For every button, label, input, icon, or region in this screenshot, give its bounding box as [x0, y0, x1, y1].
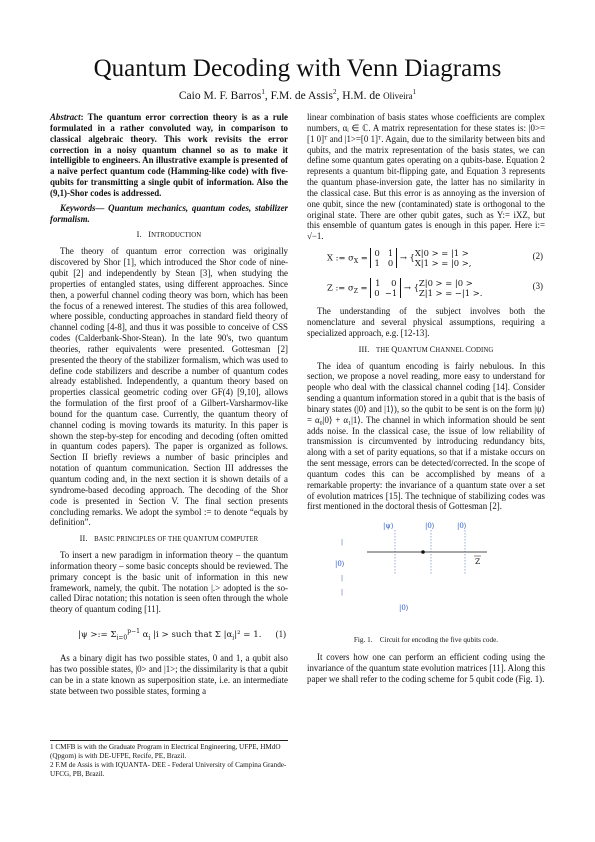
figure-1-caption: Fig. 1. Circuit for encoding the five qubits code. [353, 636, 499, 645]
author-3: H.M. de [342, 89, 384, 102]
footnote-1: 1 CMFB is with the Graduate Program in Electrical Engineering, UFPE, HMdO (Qpgom) is with DE-UFPE, Recife, PE, Brazil. [50, 743, 281, 760]
right-column [307, 112, 545, 685]
gate-label: Z [475, 557, 481, 567]
section-2-paragraph-2: As a binary digit has two possible states, 0 and 1, a qubit also has two possible states, |0> and |1>; the dissimilarity is that a qubit can be in a state known as superposition state, i.e. an intermediate state between two possible states, forming a [50, 653, 288, 696]
author-2: F.M. de Assis [270, 89, 333, 102]
equation-2: X := $\sigma_X = 0$ 1 1 0 → {X|0 > = |1 > X|1 > = |0 >, (2) [327, 248, 543, 269]
circuit-label-3: |0⟩ [457, 522, 467, 531]
keywords: Keywords— Quantum mechanics, quantum codes, stabilizer formalism. [50, 202, 288, 224]
section-3-paragraph: The idea of quantum encoding is fairly nebulous. In this section, we propose a novel reading, more easy to understand for people who deal with the classical channel coding [14]. Consider sending a quantum information stored in a qubit that is the basis of binary states (|0⟩ and |1⟩), so the qubit to be sent is on the form |ψ⟩ = α₀|0⟩ + α₁|1⟩. The channel in which information should be sent adds noise. In the classical case, the issue of low reliability of transmission is circumvented by introducing redundancy bits, along with a set of parity equations, so that if a mistake occurs on the sent message, errors can be detected/corrected. In the scope of quantum codes this can be accomplished by means of a remarkable property: the invariance of a quantum state over a set of evolution matrices [15]. The technique of stabilizing codes was first mentioned in the doctoral thesis of Gottesman [2]. [307, 360, 545, 512]
section-3-heading: III. THE QUANTUM CHANNEL CODING [358, 344, 494, 354]
left-column [50, 112, 288, 697]
right-paragraph-2: The understanding of the subject involves both the nomenclature and several physical assumptions, requiring a specialized approach, e.g. [12-13]. [307, 306, 545, 338]
intro-paragraph: The theory of quantum error correction was originally discovered by Shor [1], which introduced the Shor code of nine-qubit [2] and independently by Stean [3], when studying the properties of entangled states, using different approaches. Since then, a powerful channel coding theory was born, which has been the focus of a renewed interest. The studies of this area followed, where possible, conducting approaches in standard field theory of channel coding [4-8], and thus it was possible to conceive of CSS codes (Calderbank-Shor-Stean). In the late 90's, two quantum theories, rather equivalents were presented. Gottesman [2] presented the theory of the stabilizer formalism, which was used to define code stabilizers and describe a number of quantum codes already established. Independently, a quantum theory based on properties classical geometric coding over GF(4) [9,10], allows the formulation of the first proof of a Gilbert-Varsharmov-like bound for the quantum case. Currently, the quantum theory of channel coding is moving towards its maturity. In this paper is shown the step-by-step for encoding and decoding (often omitted in quantum codes papers). The paper is organized as follows. Section II briefly reviews a number of basic principles and notation of quantum communication. Section III addresses the quantum coding and, in the next section it is shown details of a syndrome-based decoding approach. The decoding of the Shor code is presented in Section V. The final section presents concluding remarks. We adopt the symbol := to denote “equals by definition”. [50, 246, 288, 528]
wire-marker-3: | [341, 589, 344, 597]
equation-1: |ψ >:= $\Sigma_{i=0}^{p-1}$ $\alpha_i$ |i > such that Σ $|\alpha_i|^2 = 1$. (1) [78, 628, 286, 642]
author-line: Caio M. F. Barros$^1$, F.M. de Assis$^2$, H.M. de Oliveira$^1$ [178, 88, 417, 102]
circuit-label-5: |0⟩ [399, 604, 409, 613]
right-paragraph-3: It covers how one can perform an efficient coding using the invariance of the quantum state evolution matrices [11]. Along this paper we shall refer to the coding scheme for 5 qubit code (Fig. 1). [307, 652, 545, 684]
section-2-paragraph: To insert a new paradigm in information theory – the quantum information theory – some basic concepts should be reviewed. The primary concept is the basic unit of information in this new framework, namely, the qubit. The notation |.> adopted is the so-called Dirac notation; this notation is seen often through the whole theory of quantum coding [11]. [50, 550, 288, 615]
author-1: Caio M. F. Barros [178, 89, 262, 102]
wire-marker-1: | [341, 539, 344, 547]
equation-3: Z := $\sigma_Z = 1$ 0 0 −1 → {Z|0 > = |0 > Z|1 > = −|1 >. (3) [327, 278, 543, 299]
section-1-heading: I. INTRODUCTION [136, 230, 202, 240]
circuit-label-2: |0⟩ [425, 522, 435, 531]
control-dot [421, 551, 425, 555]
paper-title: Quantum Decoding with Venn Diagrams [93, 55, 502, 82]
wire-marker-2: | [341, 575, 344, 583]
circuit-label-1: |ψ⟩ [383, 522, 394, 531]
footnotes [50, 740, 288, 779]
abstract: Abstract: The quantum error correction theory is as a rule formulated in a rather convoluted way, in comparison to classical algebraic theory. This work revisits the error correction in a noisy quantum channel so as to make it intelligible to engineers. An illustrative example is presented of a naïve perfect quantum code (Hamming-like code) with five-qubits for transmitting a single qubit of information. Also the (9,1)-Shor codes is addressed. [50, 112, 288, 198]
right-paragraph-1: linear combination of basis states whose coefficients are complex numbers, αᵢ ∈ ℂ. A matrix representation for these states is: |0>=[1 0]ᵀ and |1>=[0 1]ᵀ. Again, due to the similarity between bits and qubits, and the matrix representation of the basis states, we can define some quantum gates operating on a qubits-base. Equation 2 represents a quantum bit-flipping gate, and Equation 3 represents the quantum phase-inversion gate, the latter has no similarity in the classical case. But this error is as annoying as the inversion of one qubit, since the new (contaminated) state is orthogonal to the original state. There are other qubit gates, such as Y:= iXZ, but this ensemble of quantum gates is enough in this paper. Here i:= √−1. [307, 112, 545, 242]
figure-1 [307, 518, 545, 633]
encoding-circuit [327, 518, 527, 633]
section-2-heading: II. BASIC PRINCIPLES OF THE QUANTUM COMPUTER [79, 534, 259, 544]
circuit-label-4: |0⟩ [335, 560, 345, 569]
footnote-2: 2 F.M de Assis is with IQUANTA- DEE - Federal University of Campina Grande-UFCG, PB, Brazil. [50, 761, 287, 778]
